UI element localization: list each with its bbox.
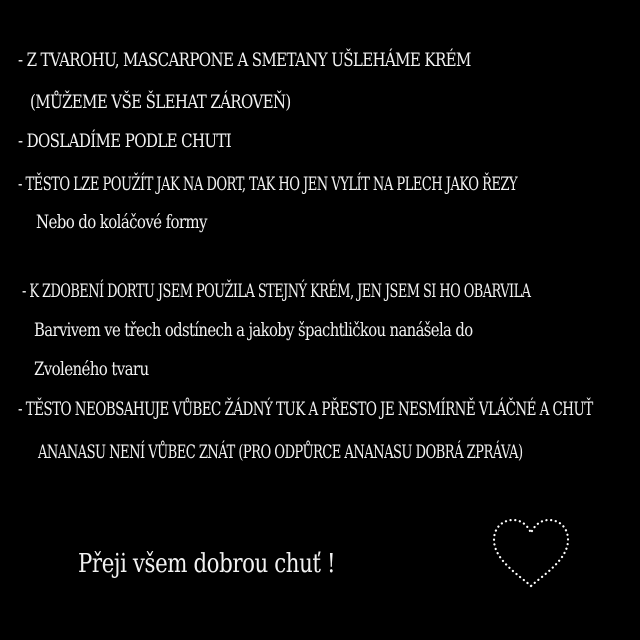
text-line-8: Zvoleného tvaru: [34, 358, 149, 380]
text-line-6: - K ZDOBENÍ DORTU JSEM POUŽILA STEJNÝ KRÉM, JEN JSEM SI HO OBARVILA: [22, 280, 531, 302]
text-line-3: - DOSLADÍME PODLE CHUTI: [18, 130, 232, 152]
text-line-1: - Z TVAROHU, MASCARPONE A SMETANY UŠLEHÁME KRÉM: [18, 49, 471, 71]
text-line-4: - TĚSTO LZE POUŽÍT JAK NA DORT, TAK HO JEN VYLÍT NA PLECH JAKO ŘEZY: [18, 173, 518, 195]
text-line-9: - TĚSTO NEOBSAHUJE VŮBEC ŽÁDNÝ TUK A PŘESTO JE NESMÍRNĚ VLÁČNÉ A CHUŤ: [18, 398, 593, 420]
text-line-2: (MŮŽEME VŠE ŠLEHAT ZÁROVEŇ): [30, 91, 291, 113]
text-line-5: Nebo do koláčové formy: [36, 211, 207, 233]
text-line-10: ANANASU NENÍ VŮBEC ZNÁT (PRO ODPŮRCE ANANASU DOBRÁ ZPRÁVA): [38, 441, 523, 463]
signoff-text: Přeji všem dobrou chuť !: [78, 549, 336, 579]
dotted-heart-icon: [490, 516, 572, 590]
text-line-7: Barvivem ve třech odstínech a jakoby špachtličkou nanášela do: [34, 319, 473, 341]
